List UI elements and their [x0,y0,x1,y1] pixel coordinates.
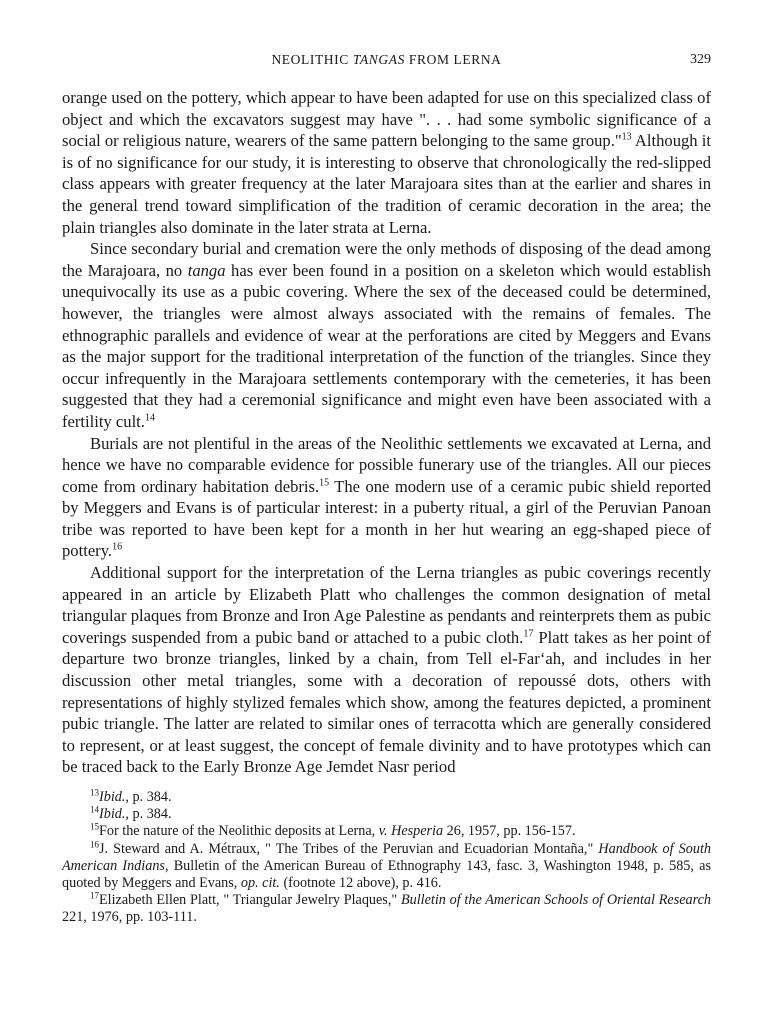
footnote-13: $^{13}$Ibid., p. 384. [90,787,172,805]
page [62,52,711,927]
footnote-16: $^{16}$J. Steward and A. Métraux, " The Tribes of the Peruvian and Ecuadorian Montaña," Handbook of South American Indians, Bulletin of the American Bureau of Ethnography 143, fasc. 3, Washington 1948, p. 585, as quoted by Meggers and Evans, op. cit. (footnote 12 above), p. 416. [62,838,711,892]
running-title: NEOLITHIC TANGAS FROM LERNA [271,52,502,67]
footnotes [62,789,711,927]
paragraph-1: orange used on the pottery, which appear to have been adapted for use on this specialized class of object and which the excavators suggest may have ". . . had some symbolic significance of a social or religious nature, wearers of the same pattern belonging to the same group."$^{13}$ Although it is of no significance for our study, it is interesting to observe that chronologically the red-slipped class appears with greater frequency at the later Marajoara sites than at the earlier and shares in the general trend toward simplification of the tradition of ceramic decoration in the area; the plain triangles also dominate in the later strata at Lerna. [62,88,711,237]
footnote-14: $^{14}$Ibid., p. 384. [90,804,172,823]
footnote-ref-17: 17 [523,628,534,640]
footnote-17: $^{17}$Elizabeth Ellen Platt, " Triangular Jewelry Plaques," Bulletin of the American Schools of Oriental Research 221, 1976, pp. 103-111. [62,890,711,926]
paragraph-3: Burials are not plentiful in the areas of the Neolithic settlements we excavated at Lerna, and hence we have no comparable evidence for possible funerary use of the triangles. All our pieces come from ordinary habitation debris.$^{15}$ The one modern use of a ceramic pubic shield reported by Meggers and Evans is of particular interest: in a puberty ritual, a girl of the Peruvian Panoan tribe was reported to have been kept for a month in her hut wearing an egg-shaped piece of pottery.$^{16}$ [62,433,711,561]
paragraph-2: Since secondary burial and cremation were the only methods of disposing of the dead among the Marajoara, no tanga has ever been found in a position on a skeleton which would establish unequivocally its use as a pubic covering. Where the sex of the deceased could be determined, however, the triangles were almost always associated with the remains of females. The ethnographic parallels and evidence of wear at the perforations are cited by Meggers and Evans as the major support for the traditional interpretation of the function of the triangles. Since they occur infrequently in the Marajoara settlements contemporary with the cemeteries, it has been suggested that they had a ceremonial significance and might even have been associated with a fertility cult.$^{14}$ [62,239,711,431]
footnote-ref-16: 16 [112,541,123,553]
footnote-ref-15: 15 [319,477,330,489]
footnote-ref-14: 14 [144,412,155,424]
page-number: 329 [690,52,711,67]
footnote-ref-13: 13 [621,131,632,143]
running-header [62,52,711,76]
paragraph-4: Additional support for the interpretation of the Lerna triangles as pubic coverings recently appeared in an article by Elizabeth Platt who challenges the common designation of metal triangular plaques from Bronze and Iron Age Palestine as pendants and reinterprets them as pubic coverings suspended from a pubic band or attached to a pubic cloth.$^{17}$ Platt takes as her point of departure two bronze triangles, linked by a chain, from Tell el-Far‘ah, and includes in her discussion other metal triangles, some with a decoration of repoussé dots, others with representations of highly stylized females which show, among the features depicted, a prominent pubic triangle. The latter are related to similar ones of terracotta which are generally considered to represent, or at least suggest, the concept of female divinity and to have prototypes which can be traced back to the Early Bronze Age Jemdet Nasr period [62,563,711,777]
footnote-15: $^{15}$For the nature of the Neolithic deposits at Lerna, v. Hesperia 26, 1957, pp. 156-157. [90,821,576,840]
body-text [62,87,711,778]
